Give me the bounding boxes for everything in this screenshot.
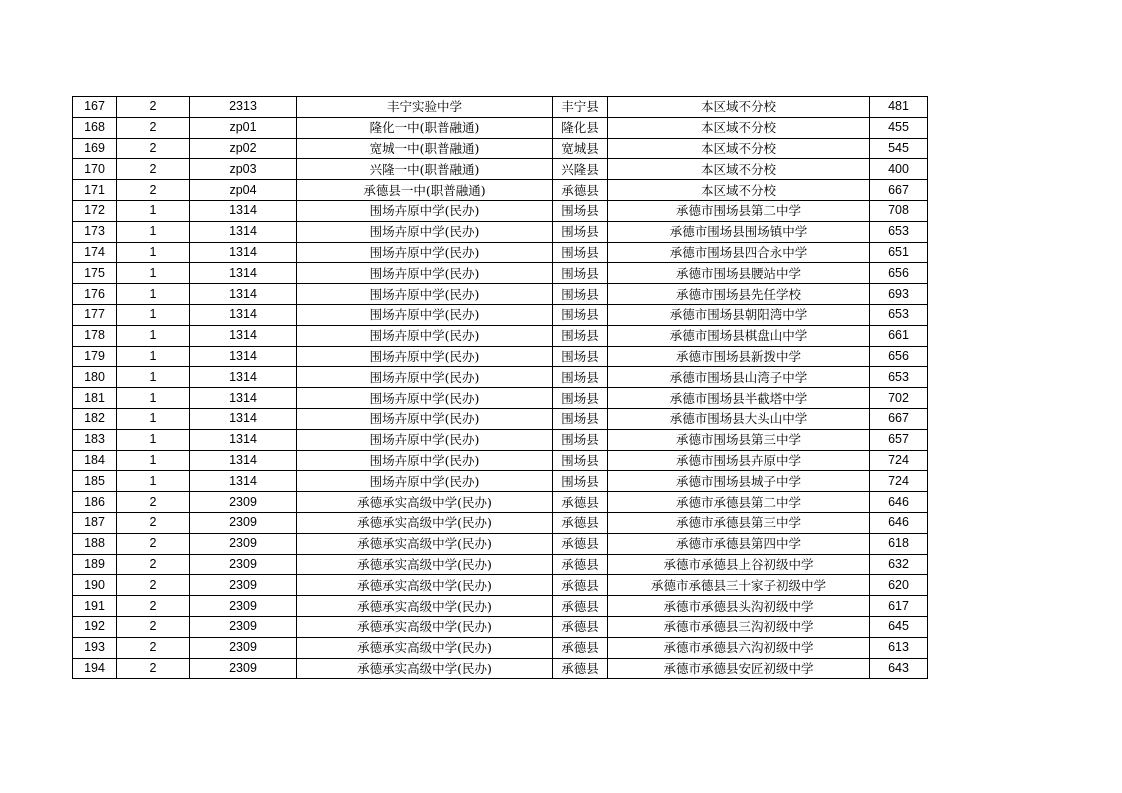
table-row bbox=[73, 554, 928, 575]
table-row bbox=[73, 367, 928, 388]
county-cell: 围场县 bbox=[553, 408, 608, 429]
school-name-cell: 承德承实高级中学(民办) bbox=[297, 616, 553, 637]
table-row bbox=[73, 159, 928, 180]
school-name-cell: 承德承实高级中学(民办) bbox=[297, 658, 553, 679]
batch-cell: 2 bbox=[117, 637, 190, 658]
region-school-cell: 承德市围场县第二中学 bbox=[608, 200, 870, 221]
county-cell: 围场县 bbox=[553, 325, 608, 346]
school-name-cell: 围场卉原中学(民办) bbox=[297, 221, 553, 242]
school-name-cell: 承德承实高级中学(民办) bbox=[297, 637, 553, 658]
county-cell: 承德县 bbox=[553, 512, 608, 533]
row-number-cell: 171 bbox=[73, 180, 117, 201]
county-cell: 承德县 bbox=[553, 492, 608, 513]
table-row bbox=[73, 637, 928, 658]
school-name-cell: 围场卉原中学(民办) bbox=[297, 325, 553, 346]
county-cell: 围场县 bbox=[553, 388, 608, 409]
school-code-cell: 1314 bbox=[190, 429, 297, 450]
county-cell: 承德县 bbox=[553, 637, 608, 658]
score-cell: 702 bbox=[870, 388, 928, 409]
table-row bbox=[73, 242, 928, 263]
region-school-cell: 承德市承德县三沟初级中学 bbox=[608, 616, 870, 637]
school-code-cell: 1314 bbox=[190, 284, 297, 305]
score-cell: 667 bbox=[870, 180, 928, 201]
table-row bbox=[73, 263, 928, 284]
school-name-cell: 围场卉原中学(民办) bbox=[297, 200, 553, 221]
score-cell: 618 bbox=[870, 533, 928, 554]
table-row bbox=[73, 117, 928, 138]
row-number-cell: 189 bbox=[73, 554, 117, 575]
table-row bbox=[73, 325, 928, 346]
score-cell: 613 bbox=[870, 637, 928, 658]
region-school-cell: 承德市承德县第二中学 bbox=[608, 492, 870, 513]
batch-cell: 2 bbox=[117, 138, 190, 159]
county-cell: 丰宁县 bbox=[553, 97, 608, 118]
batch-cell: 2 bbox=[117, 97, 190, 118]
table-row bbox=[73, 221, 928, 242]
table-row bbox=[73, 180, 928, 201]
county-cell: 围场县 bbox=[553, 471, 608, 492]
county-cell: 围场县 bbox=[553, 346, 608, 367]
row-number-cell: 186 bbox=[73, 492, 117, 513]
batch-cell: 1 bbox=[117, 325, 190, 346]
region-school-cell: 承德市围场县半截塔中学 bbox=[608, 388, 870, 409]
score-cell: 646 bbox=[870, 512, 928, 533]
table-row bbox=[73, 658, 928, 679]
batch-cell: 1 bbox=[117, 429, 190, 450]
school-name-cell: 承德承实高级中学(民办) bbox=[297, 492, 553, 513]
county-cell: 围场县 bbox=[553, 263, 608, 284]
school-code-cell: 1314 bbox=[190, 242, 297, 263]
school-name-cell: 承德县一中(职普融通) bbox=[297, 180, 553, 201]
row-number-cell: 184 bbox=[73, 450, 117, 471]
table-row bbox=[73, 471, 928, 492]
table-row bbox=[73, 138, 928, 159]
school-code-cell: 2309 bbox=[190, 492, 297, 513]
table-row bbox=[73, 596, 928, 617]
batch-cell: 1 bbox=[117, 263, 190, 284]
region-school-cell: 承德市围场县山湾子中学 bbox=[608, 367, 870, 388]
table-row bbox=[73, 533, 928, 554]
row-number-cell: 173 bbox=[73, 221, 117, 242]
batch-cell: 1 bbox=[117, 367, 190, 388]
score-cell: 667 bbox=[870, 408, 928, 429]
table-row bbox=[73, 346, 928, 367]
row-number-cell: 179 bbox=[73, 346, 117, 367]
region-school-cell: 承德市围场县先任学校 bbox=[608, 284, 870, 305]
score-cell: 620 bbox=[870, 575, 928, 596]
row-number-cell: 192 bbox=[73, 616, 117, 637]
school-code-cell: 2309 bbox=[190, 658, 297, 679]
school-code-cell: 1314 bbox=[190, 408, 297, 429]
row-number-cell: 176 bbox=[73, 284, 117, 305]
school-code-cell: 2309 bbox=[190, 575, 297, 596]
school-code-cell: 2309 bbox=[190, 512, 297, 533]
school-name-cell: 隆化一中(职普融通) bbox=[297, 117, 553, 138]
score-cell: 656 bbox=[870, 263, 928, 284]
row-number-cell: 187 bbox=[73, 512, 117, 533]
school-code-cell: 1314 bbox=[190, 388, 297, 409]
school-name-cell: 围场卉原中学(民办) bbox=[297, 408, 553, 429]
school-name-cell: 围场卉原中学(民办) bbox=[297, 450, 553, 471]
row-number-cell: 191 bbox=[73, 596, 117, 617]
batch-cell: 1 bbox=[117, 221, 190, 242]
county-cell: 围场县 bbox=[553, 429, 608, 450]
row-number-cell: 180 bbox=[73, 367, 117, 388]
table-row bbox=[73, 200, 928, 221]
county-cell: 围场县 bbox=[553, 221, 608, 242]
table-row bbox=[73, 492, 928, 513]
batch-cell: 1 bbox=[117, 346, 190, 367]
school-code-cell: 2309 bbox=[190, 616, 297, 637]
row-number-cell: 168 bbox=[73, 117, 117, 138]
school-code-cell: 1314 bbox=[190, 367, 297, 388]
region-school-cell: 承德市围场县新拨中学 bbox=[608, 346, 870, 367]
score-cell: 643 bbox=[870, 658, 928, 679]
score-cell: 661 bbox=[870, 325, 928, 346]
county-cell: 承德县 bbox=[553, 554, 608, 575]
table-row bbox=[73, 388, 928, 409]
table-row bbox=[73, 408, 928, 429]
row-number-cell: 170 bbox=[73, 159, 117, 180]
school-code-cell: 2309 bbox=[190, 596, 297, 617]
region-school-cell: 本区域不分校 bbox=[608, 180, 870, 201]
region-school-cell: 本区域不分校 bbox=[608, 159, 870, 180]
school-name-cell: 承德承实高级中学(民办) bbox=[297, 554, 553, 575]
region-school-cell: 承德市承德县第四中学 bbox=[608, 533, 870, 554]
school-name-cell: 围场卉原中学(民办) bbox=[297, 263, 553, 284]
batch-cell: 2 bbox=[117, 554, 190, 575]
row-number-cell: 185 bbox=[73, 471, 117, 492]
score-cell: 545 bbox=[870, 138, 928, 159]
table-row bbox=[73, 304, 928, 325]
school-code-cell: 1314 bbox=[190, 450, 297, 471]
county-cell: 承德县 bbox=[553, 658, 608, 679]
batch-cell: 2 bbox=[117, 658, 190, 679]
batch-cell: 1 bbox=[117, 388, 190, 409]
region-school-cell: 承德市承德县上谷初级中学 bbox=[608, 554, 870, 575]
region-school-cell: 承德市承德县头沟初级中学 bbox=[608, 596, 870, 617]
score-cell: 653 bbox=[870, 221, 928, 242]
county-cell: 承德县 bbox=[553, 533, 608, 554]
batch-cell: 2 bbox=[117, 512, 190, 533]
score-cell: 724 bbox=[870, 450, 928, 471]
school-name-cell: 围场卉原中学(民办) bbox=[297, 242, 553, 263]
school-code-cell: 2313 bbox=[190, 97, 297, 118]
score-cell: 400 bbox=[870, 159, 928, 180]
table-row bbox=[73, 512, 928, 533]
school-code-cell: 2309 bbox=[190, 533, 297, 554]
batch-cell: 2 bbox=[117, 159, 190, 180]
school-code-cell: zp04 bbox=[190, 180, 297, 201]
batch-cell: 1 bbox=[117, 408, 190, 429]
county-cell: 围场县 bbox=[553, 450, 608, 471]
score-cell: 657 bbox=[870, 429, 928, 450]
batch-cell: 2 bbox=[117, 117, 190, 138]
score-cell: 645 bbox=[870, 616, 928, 637]
row-number-cell: 190 bbox=[73, 575, 117, 596]
county-cell: 围场县 bbox=[553, 284, 608, 305]
row-number-cell: 194 bbox=[73, 658, 117, 679]
table-row bbox=[73, 450, 928, 471]
data-table bbox=[72, 96, 928, 679]
county-cell: 承德县 bbox=[553, 575, 608, 596]
school-name-cell: 围场卉原中学(民办) bbox=[297, 388, 553, 409]
school-code-cell: zp03 bbox=[190, 159, 297, 180]
county-cell: 承德县 bbox=[553, 616, 608, 637]
row-number-cell: 174 bbox=[73, 242, 117, 263]
school-code-cell: 2309 bbox=[190, 554, 297, 575]
row-number-cell: 181 bbox=[73, 388, 117, 409]
row-number-cell: 182 bbox=[73, 408, 117, 429]
region-school-cell: 承德市围场县第三中学 bbox=[608, 429, 870, 450]
row-number-cell: 172 bbox=[73, 200, 117, 221]
batch-cell: 1 bbox=[117, 200, 190, 221]
region-school-cell: 承德市承德县六沟初级中学 bbox=[608, 637, 870, 658]
batch-cell: 1 bbox=[117, 450, 190, 471]
school-code-cell: 2309 bbox=[190, 637, 297, 658]
region-school-cell: 承德市承德县第三中学 bbox=[608, 512, 870, 533]
batch-cell: 2 bbox=[117, 575, 190, 596]
region-school-cell: 承德市围场县腰站中学 bbox=[608, 263, 870, 284]
school-name-cell: 围场卉原中学(民办) bbox=[297, 367, 553, 388]
county-cell: 兴隆县 bbox=[553, 159, 608, 180]
school-name-cell: 围场卉原中学(民办) bbox=[297, 429, 553, 450]
region-school-cell: 本区域不分校 bbox=[608, 138, 870, 159]
school-name-cell: 承德承实高级中学(民办) bbox=[297, 575, 553, 596]
score-cell: 455 bbox=[870, 117, 928, 138]
table-row bbox=[73, 284, 928, 305]
region-school-cell: 本区域不分校 bbox=[608, 97, 870, 118]
school-code-cell: zp01 bbox=[190, 117, 297, 138]
school-name-cell: 承德承实高级中学(民办) bbox=[297, 512, 553, 533]
school-code-cell: 1314 bbox=[190, 221, 297, 242]
batch-cell: 1 bbox=[117, 304, 190, 325]
region-school-cell: 承德市围场县棋盘山中学 bbox=[608, 325, 870, 346]
score-cell: 724 bbox=[870, 471, 928, 492]
region-school-cell: 承德市围场县城子中学 bbox=[608, 471, 870, 492]
score-cell: 653 bbox=[870, 367, 928, 388]
batch-cell: 1 bbox=[117, 242, 190, 263]
school-code-cell: 1314 bbox=[190, 304, 297, 325]
school-name-cell: 承德承实高级中学(民办) bbox=[297, 596, 553, 617]
county-cell: 隆化县 bbox=[553, 117, 608, 138]
batch-cell: 2 bbox=[117, 533, 190, 554]
school-name-cell: 宽城一中(职普融通) bbox=[297, 138, 553, 159]
county-cell: 围场县 bbox=[553, 200, 608, 221]
table-row bbox=[73, 616, 928, 637]
table-row bbox=[73, 97, 928, 118]
county-cell: 围场县 bbox=[553, 304, 608, 325]
region-school-cell: 承德市承德县安匠初级中学 bbox=[608, 658, 870, 679]
region-school-cell: 承德市围场县大头山中学 bbox=[608, 408, 870, 429]
score-cell: 481 bbox=[870, 97, 928, 118]
school-name-cell: 围场卉原中学(民办) bbox=[297, 471, 553, 492]
region-school-cell: 承德市围场县围场镇中学 bbox=[608, 221, 870, 242]
school-name-cell: 围场卉原中学(民办) bbox=[297, 284, 553, 305]
score-cell: 656 bbox=[870, 346, 928, 367]
school-name-cell: 承德承实高级中学(民办) bbox=[297, 533, 553, 554]
score-cell: 708 bbox=[870, 200, 928, 221]
school-code-cell: 1314 bbox=[190, 346, 297, 367]
school-name-cell: 围场卉原中学(民办) bbox=[297, 346, 553, 367]
row-number-cell: 169 bbox=[73, 138, 117, 159]
school-name-cell: 丰宁实验中学 bbox=[297, 97, 553, 118]
score-cell: 693 bbox=[870, 284, 928, 305]
batch-cell: 2 bbox=[117, 596, 190, 617]
region-school-cell: 承德市围场县卉原中学 bbox=[608, 450, 870, 471]
school-name-cell: 兴隆一中(职普融通) bbox=[297, 159, 553, 180]
row-number-cell: 183 bbox=[73, 429, 117, 450]
school-code-cell: 1314 bbox=[190, 325, 297, 346]
region-school-cell: 承德市围场县朝阳湾中学 bbox=[608, 304, 870, 325]
school-code-cell: zp02 bbox=[190, 138, 297, 159]
county-cell: 承德县 bbox=[553, 180, 608, 201]
score-cell: 653 bbox=[870, 304, 928, 325]
score-cell: 617 bbox=[870, 596, 928, 617]
county-cell: 宽城县 bbox=[553, 138, 608, 159]
batch-cell: 2 bbox=[117, 180, 190, 201]
school-name-cell: 围场卉原中学(民办) bbox=[297, 304, 553, 325]
table-row bbox=[73, 575, 928, 596]
county-cell: 围场县 bbox=[553, 367, 608, 388]
region-school-cell: 承德市承德县三十家子初级中学 bbox=[608, 575, 870, 596]
row-number-cell: 175 bbox=[73, 263, 117, 284]
school-code-cell: 1314 bbox=[190, 263, 297, 284]
batch-cell: 2 bbox=[117, 492, 190, 513]
score-cell: 646 bbox=[870, 492, 928, 513]
score-cell: 632 bbox=[870, 554, 928, 575]
row-number-cell: 177 bbox=[73, 304, 117, 325]
county-cell: 围场县 bbox=[553, 242, 608, 263]
region-school-cell: 本区域不分校 bbox=[608, 117, 870, 138]
row-number-cell: 167 bbox=[73, 97, 117, 118]
batch-cell: 1 bbox=[117, 471, 190, 492]
batch-cell: 2 bbox=[117, 616, 190, 637]
row-number-cell: 178 bbox=[73, 325, 117, 346]
school-code-cell: 1314 bbox=[190, 471, 297, 492]
score-cell: 651 bbox=[870, 242, 928, 263]
batch-cell: 1 bbox=[117, 284, 190, 305]
table-body bbox=[73, 97, 928, 679]
county-cell: 承德县 bbox=[553, 596, 608, 617]
region-school-cell: 承德市围场县四合永中学 bbox=[608, 242, 870, 263]
row-number-cell: 188 bbox=[73, 533, 117, 554]
table-row bbox=[73, 429, 928, 450]
school-code-cell: 1314 bbox=[190, 200, 297, 221]
row-number-cell: 193 bbox=[73, 637, 117, 658]
